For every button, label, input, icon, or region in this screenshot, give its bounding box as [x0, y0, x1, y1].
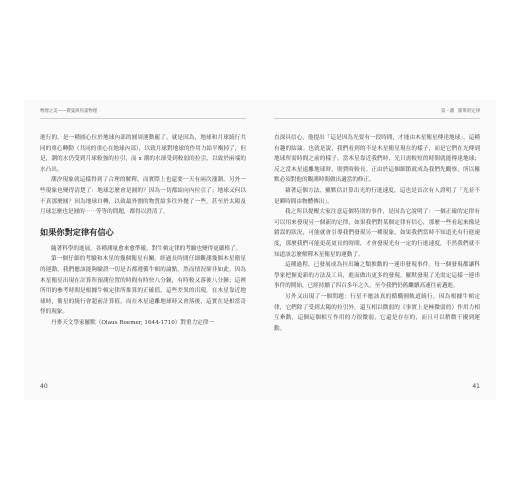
left-body-text [40, 133, 246, 329]
left-header-rule [40, 118, 246, 119]
left-paragraph-2: 潮汐現象就這樣得到了合理的解釋，而實際上也還要一天有兩次漲潮。另外一些現象也變得清楚了：地球怎麼會是圓的？因為一切都給向內拉引了；地球又何以不真那麼圓？因為地球自轉，以致最外圍的物質給多往外拋了一些，甚至於太陽及月球怎麼也是圓的⋯⋯等等的問題，都得以澄清了。 [40, 177, 246, 216]
right-paragraph-4: 這種過程，已發展成為拉出鑰之類推動的一連串發現事件。每一個發現都讓科學家把握更新的方法及工具，進而做出更多的發現。羅默發現了光需定這樣一連串事件的開始，已經持續了四百多年之久，至今我們仍舊繼續高速往前邁進。 [274, 262, 480, 290]
right-paragraph-3: 我之所以提醒大家注意這個特別的事件，是因為它說明了：一個正確的定律有可以用來發現另一個新的定律，如果我們對某個定律有信心，那麼一些看起來像是錯誤的狀況，可能就會引導我們發現另一種現象。如果我們當時不知道光有行進速度，那麼我們可能更花更長的時間，才會發現光有一定的行進速度，不然我們就不知道該怎麼解釋木星衛星的運動了。 [274, 209, 480, 258]
left-paragraph-1: 進行的，是一種圓心位於地球內部的圓周運動罷了。就是因為，地球和月球繞行共同的重心轉動（共同的重心在地球內部），以致月球對地球的作用力給平衡掉了，但是，潮的水仍受到月球較強的拉引，而 x 潮的水卻受到較弱的拉引，以致於兩端的水凸出。 [40, 135, 246, 173]
right-page [258, 100, 496, 400]
right-paragraph-2: 藉著這個方法，羅默估計算出光的行進速度，這也是首次有人證明了「光並不是瞬時間由物體傳出」。 [274, 187, 480, 205]
left-paragraph-4: 第一個仔細的考驗和木星的幾個衛星有關。經過長時間仔細觀測幾個木星衛星的運動，我們應該能夠驗證一切是否都遵循牛頓的論點。然而情況卻非如此。因為木星衛星出現在計算所預測位置的時間有時快八分鐘，有時較又落後八分鐘；這裡所用的參考時間是根據牛頓定律所推算的正確值。這些差異的出現，在木星靠近地球時，衛星的繞行會超前計算值，而在木星遠離地球時又會落後，這實在是相當奇怪的現象。 [40, 256, 246, 316]
section-heading: 如果你對定律有信心 [40, 226, 114, 237]
right-body-text [274, 133, 480, 334]
right-paragraph-5: 另外又出現了一個問題：行星不應該真的循橢圓軌道繞行，因為根據牛頓定律，它們除了受到太陽的拉引外，還互相以微弱的《事實上是極微弱的）作用力相互牽動，這個這個相互作用的力很微弱，它還是存在的，而且可以稍微干擾到運動。 [274, 293, 480, 332]
left-page [24, 100, 262, 400]
right-running-head [441, 108, 480, 114]
left-paragraph-3: 隨著科學的進展，各種測量愈來愈準確，對牛頓定律的考驗也變得更嚴格了。 [51, 245, 242, 252]
right-paragraph-1: 直深具信心，他提出「這是因為光要有一段時間，才能由木星衛星傳達地球」，這種有趣的結論。也就是說，我們看到的不是木星衛星現在的樣子，而是它們在光傳到地球所需時間之前的樣子。當木星靠近我們時，光只需較短的時間就能傳達地球；反之當木星遠離地球時，則費時較長。正由於這個細節就成為我們先觀察，所以羅默必須對他的觀測時間做出適當的修正。 [274, 135, 480, 184]
left-paragraph-5: 丹麥天文學家羅默（Olaus Roemer, 1644-1710）對重力定律一 [51, 319, 214, 326]
right-running-head-title: 簡單的定律 [458, 109, 480, 114]
right-header-rule [274, 118, 480, 119]
right-page-number: 41 [472, 383, 480, 390]
left-running-head: 物理之美——費曼與你談物理 [40, 109, 98, 114]
left-page-number: 40 [40, 383, 48, 390]
right-running-head-section: 第一講 [440, 109, 455, 114]
